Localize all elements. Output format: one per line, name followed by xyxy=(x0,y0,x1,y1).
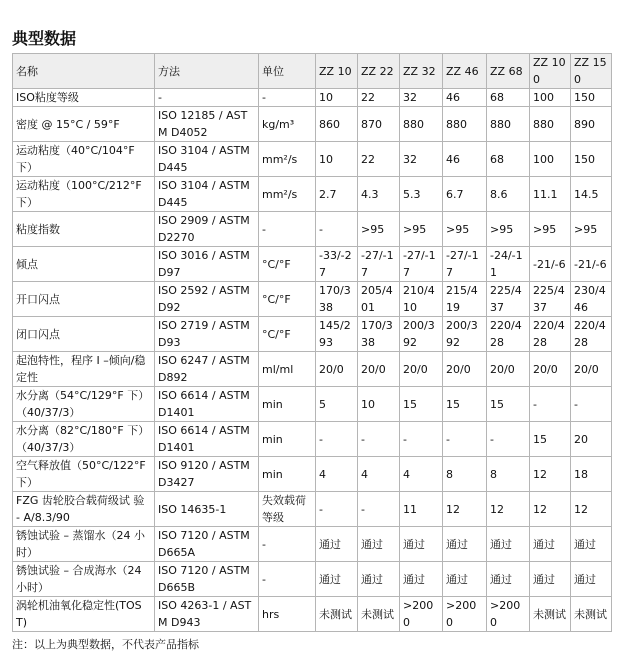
value-cell: 170/338 xyxy=(316,282,358,317)
value-cell: 未测试 xyxy=(316,597,358,632)
unit-cell: kg/m³ xyxy=(259,107,316,142)
unit-cell: °C/°F xyxy=(259,317,316,352)
value-cell: 150 xyxy=(571,89,612,107)
value-cell: -27/-17 xyxy=(358,247,400,282)
typical-data-table xyxy=(12,53,612,632)
method-cell: ISO 2592 / ASTM D92 xyxy=(155,282,259,317)
value-cell: 4 xyxy=(358,457,400,492)
value-cell: 860 xyxy=(316,107,358,142)
property-name-cell: 粘度指数 xyxy=(13,212,155,247)
table-row xyxy=(13,212,612,247)
unit-cell: - xyxy=(259,212,316,247)
unit-cell: mm²/s xyxy=(259,142,316,177)
value-cell: -27/-17 xyxy=(443,247,487,282)
value-cell: 890 xyxy=(571,107,612,142)
value-cell: 通过 xyxy=(358,562,400,597)
value-cell: 46 xyxy=(443,89,487,107)
property-name-cell: 水分离（82°C/180°F 下）（40/37/3） xyxy=(13,422,155,457)
value-cell: -33/-27 xyxy=(316,247,358,282)
method-cell: ISO 7120 / ASTM D665B xyxy=(155,562,259,597)
value-cell: 220/428 xyxy=(530,317,571,352)
value-cell: 15 xyxy=(487,387,530,422)
value-cell: 20/0 xyxy=(571,352,612,387)
value-cell: 15 xyxy=(400,387,443,422)
value-cell: 6.7 xyxy=(443,177,487,212)
unit-cell: °C/°F xyxy=(259,247,316,282)
value-cell: >95 xyxy=(358,212,400,247)
value-cell: 46 xyxy=(443,142,487,177)
value-cell: 4.3 xyxy=(358,177,400,212)
value-cell: 通过 xyxy=(400,527,443,562)
column-header: ZZ 100 xyxy=(530,54,571,89)
value-cell: 880 xyxy=(530,107,571,142)
method-cell: ISO 6614 / ASTM D1401 xyxy=(155,387,259,422)
value-cell: >2000 xyxy=(400,597,443,632)
value-cell: 12 xyxy=(443,492,487,527)
value-cell: 通过 xyxy=(530,527,571,562)
unit-cell: - xyxy=(259,89,316,107)
method-cell: ISO 6614 / ASTM D1401 xyxy=(155,422,259,457)
unit-cell: min xyxy=(259,422,316,457)
value-cell: 170/338 xyxy=(358,317,400,352)
value-cell: 通过 xyxy=(443,527,487,562)
property-name-cell: 空气释放值（50°C/122°F下） xyxy=(13,457,155,492)
table-row xyxy=(13,317,612,352)
table-header-row xyxy=(13,54,612,89)
value-cell: - xyxy=(400,422,443,457)
value-cell: 2.7 xyxy=(316,177,358,212)
property-name-cell: 闭口闪点 xyxy=(13,317,155,352)
value-cell: 880 xyxy=(487,107,530,142)
value-cell: 220/428 xyxy=(487,317,530,352)
property-name-cell: 锈蚀试验 – 蒸馏水（24 小时） xyxy=(13,527,155,562)
value-cell: 20/0 xyxy=(530,352,571,387)
property-name-cell: ISO粘度等级 xyxy=(13,89,155,107)
value-cell: 通过 xyxy=(487,527,530,562)
value-cell: 20/0 xyxy=(358,352,400,387)
value-cell: - xyxy=(358,422,400,457)
value-cell: 200/392 xyxy=(400,317,443,352)
property-name-cell: 倾点 xyxy=(13,247,155,282)
value-cell: 通过 xyxy=(358,527,400,562)
value-cell: 未测试 xyxy=(530,597,571,632)
method-cell: ISO 9120 / ASTM D3427 xyxy=(155,457,259,492)
value-cell: 未测试 xyxy=(571,597,612,632)
value-cell: -21/-6 xyxy=(571,247,612,282)
table-row xyxy=(13,142,612,177)
property-name-cell: 涡轮机油氧化稳定性(TOST) xyxy=(13,597,155,632)
value-cell: 150 xyxy=(571,142,612,177)
value-cell: 通过 xyxy=(487,562,530,597)
property-name-cell: 起泡特性，程序 I –倾向/稳定性 xyxy=(13,352,155,387)
table-row xyxy=(13,597,612,632)
value-cell: 8.6 xyxy=(487,177,530,212)
value-cell: >2000 xyxy=(487,597,530,632)
unit-cell: 失效载荷等级 xyxy=(259,492,316,527)
value-cell: 4 xyxy=(400,457,443,492)
value-cell: - xyxy=(316,492,358,527)
unit-cell: ml/ml xyxy=(259,352,316,387)
method-cell: ISO 2909 / ASTM D2270 xyxy=(155,212,259,247)
value-cell: 880 xyxy=(400,107,443,142)
value-cell: 11.1 xyxy=(530,177,571,212)
value-cell: - xyxy=(571,387,612,422)
section-title: 典型数据 xyxy=(12,29,77,48)
value-cell: 880 xyxy=(443,107,487,142)
table-row xyxy=(13,562,612,597)
value-cell: 5 xyxy=(316,387,358,422)
value-cell: - xyxy=(487,422,530,457)
value-cell: 215/419 xyxy=(443,282,487,317)
value-cell: 未测试 xyxy=(358,597,400,632)
method-cell: ISO 14635-1 xyxy=(155,492,259,527)
value-cell: 68 xyxy=(487,142,530,177)
value-cell: 通过 xyxy=(316,527,358,562)
value-cell: 220/428 xyxy=(571,317,612,352)
value-cell: 230/446 xyxy=(571,282,612,317)
value-cell: -27/-17 xyxy=(400,247,443,282)
value-cell: 870 xyxy=(358,107,400,142)
table-row xyxy=(13,422,612,457)
value-cell: 20/0 xyxy=(443,352,487,387)
column-header: ZZ 10 xyxy=(316,54,358,89)
value-cell: 8 xyxy=(487,457,530,492)
value-cell: - xyxy=(443,422,487,457)
table-row xyxy=(13,247,612,282)
table-row xyxy=(13,177,612,212)
unit-cell: - xyxy=(259,527,316,562)
column-header: ZZ 68 xyxy=(487,54,530,89)
property-name-cell: 密度 @ 15°C / 59°F xyxy=(13,107,155,142)
value-cell: 20/0 xyxy=(316,352,358,387)
table-row xyxy=(13,387,612,422)
footnote: 注：以上为典型数据，不代表产品指标 xyxy=(12,638,199,651)
column-header: 名称 xyxy=(13,54,155,89)
unit-cell: min xyxy=(259,457,316,492)
table-row xyxy=(13,492,612,527)
value-cell: >95 xyxy=(443,212,487,247)
value-cell: 通过 xyxy=(443,562,487,597)
table-row xyxy=(13,107,612,142)
value-cell: 20/0 xyxy=(487,352,530,387)
value-cell: 100 xyxy=(530,89,571,107)
column-header: ZZ 32 xyxy=(400,54,443,89)
value-cell: 5.3 xyxy=(400,177,443,212)
table-row xyxy=(13,282,612,317)
value-cell: 10 xyxy=(316,89,358,107)
method-cell: ISO 12185 / ASTM D4052 xyxy=(155,107,259,142)
value-cell: 通过 xyxy=(400,562,443,597)
property-name-cell: FZG 齿轮胶合载荷级试 验 - A/8.3/90 xyxy=(13,492,155,527)
value-cell: 205/401 xyxy=(358,282,400,317)
unit-cell: - xyxy=(259,562,316,597)
value-cell: -24/-11 xyxy=(487,247,530,282)
value-cell: 22 xyxy=(358,89,400,107)
value-cell: 200/392 xyxy=(443,317,487,352)
value-cell: 225/437 xyxy=(530,282,571,317)
value-cell: 210/410 xyxy=(400,282,443,317)
value-cell: 10 xyxy=(316,142,358,177)
value-cell: -21/-6 xyxy=(530,247,571,282)
method-cell: ISO 4263-1 / ASTM D943 xyxy=(155,597,259,632)
column-header: ZZ 46 xyxy=(443,54,487,89)
value-cell: 22 xyxy=(358,142,400,177)
unit-cell: mm²/s xyxy=(259,177,316,212)
value-cell: 通过 xyxy=(316,562,358,597)
unit-cell: min xyxy=(259,387,316,422)
value-cell: 15 xyxy=(530,422,571,457)
method-cell: ISO 7120 / ASTM D665A xyxy=(155,527,259,562)
method-cell: ISO 3016 / ASTM D97 xyxy=(155,247,259,282)
method-cell: ISO 6247 / ASTM D892 xyxy=(155,352,259,387)
value-cell: 12 xyxy=(530,492,571,527)
value-cell: 通过 xyxy=(571,562,612,597)
value-cell: - xyxy=(530,387,571,422)
property-name-cell: 锈蚀试验 – 合成海水（24 小时） xyxy=(13,562,155,597)
property-name-cell: 运动粘度（40°C/104°F下） xyxy=(13,142,155,177)
value-cell: 225/437 xyxy=(487,282,530,317)
method-cell: ISO 3104 / ASTM D445 xyxy=(155,142,259,177)
method-cell: ISO 3104 / ASTM D445 xyxy=(155,177,259,212)
method-cell: ISO 2719 / ASTM D93 xyxy=(155,317,259,352)
value-cell: >95 xyxy=(571,212,612,247)
unit-cell: hrs xyxy=(259,597,316,632)
value-cell: 14.5 xyxy=(571,177,612,212)
value-cell: 8 xyxy=(443,457,487,492)
table-row xyxy=(13,457,612,492)
value-cell: 68 xyxy=(487,89,530,107)
unit-cell: °C/°F xyxy=(259,282,316,317)
value-cell: 4 xyxy=(316,457,358,492)
value-cell: 145/293 xyxy=(316,317,358,352)
value-cell: >95 xyxy=(400,212,443,247)
table-row xyxy=(13,527,612,562)
value-cell: 12 xyxy=(530,457,571,492)
value-cell: >2000 xyxy=(443,597,487,632)
property-name-cell: 水分离（54°C/129°F 下）（40/37/3） xyxy=(13,387,155,422)
column-header: ZZ 22 xyxy=(358,54,400,89)
table-row xyxy=(13,352,612,387)
method-cell: - xyxy=(155,89,259,107)
value-cell: 11 xyxy=(400,492,443,527)
column-header: 方法 xyxy=(155,54,259,89)
value-cell: >95 xyxy=(487,212,530,247)
table-row xyxy=(13,89,612,107)
value-cell: 12 xyxy=(571,492,612,527)
value-cell: 通过 xyxy=(571,527,612,562)
property-name-cell: 开口闪点 xyxy=(13,282,155,317)
column-header: 单位 xyxy=(259,54,316,89)
value-cell: - xyxy=(316,212,358,247)
value-cell: 20 xyxy=(571,422,612,457)
value-cell: 15 xyxy=(443,387,487,422)
property-name-cell: 运动粘度（100°C/212°F下） xyxy=(13,177,155,212)
value-cell: 20/0 xyxy=(400,352,443,387)
value-cell: 通过 xyxy=(530,562,571,597)
value-cell: >95 xyxy=(530,212,571,247)
value-cell: 32 xyxy=(400,142,443,177)
value-cell: 18 xyxy=(571,457,612,492)
value-cell: - xyxy=(316,422,358,457)
column-header: ZZ 150 xyxy=(571,54,612,89)
value-cell: - xyxy=(358,492,400,527)
value-cell: 32 xyxy=(400,89,443,107)
value-cell: 100 xyxy=(530,142,571,177)
value-cell: 10 xyxy=(358,387,400,422)
value-cell: 12 xyxy=(487,492,530,527)
